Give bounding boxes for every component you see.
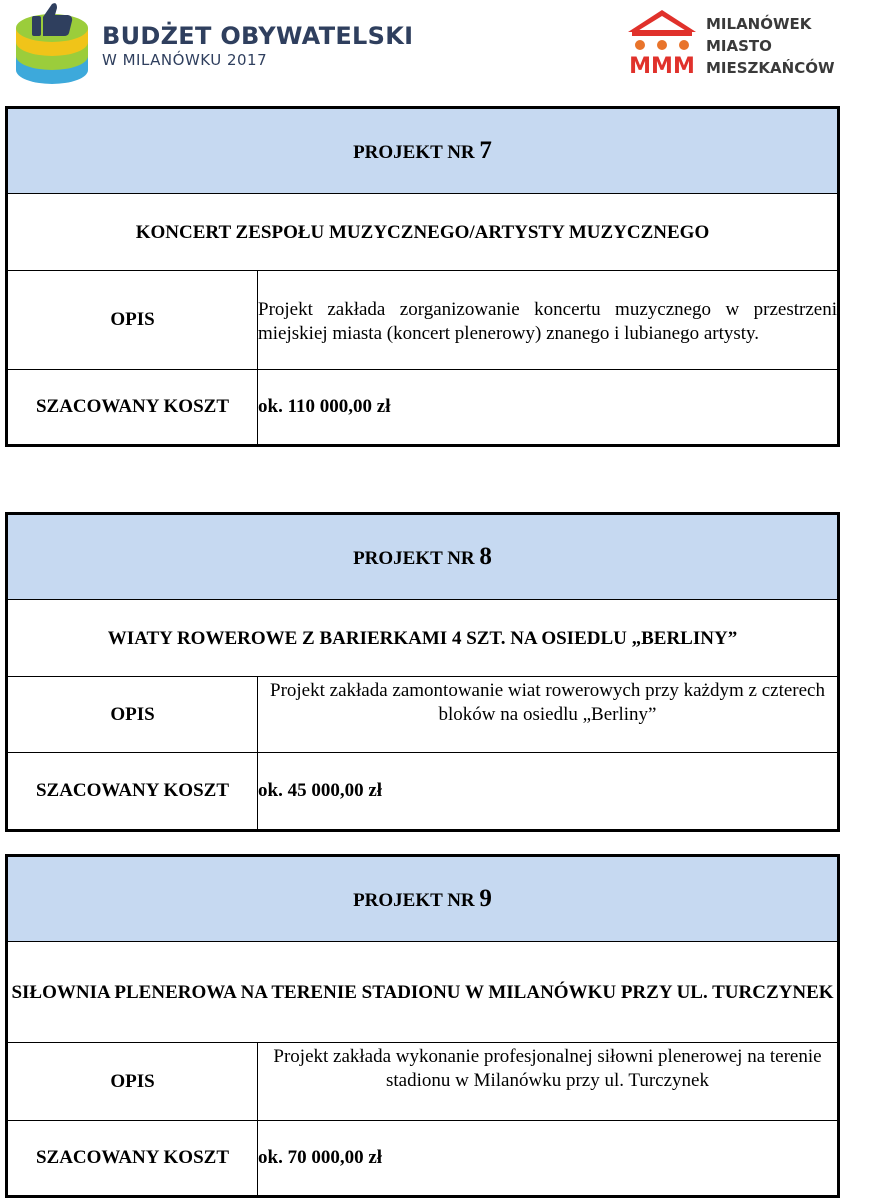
project-table-7 <box>5 106 840 447</box>
opis-label: OPIS <box>7 271 258 370</box>
project-description: Projekt zakłada zorganizowanie koncertu muzycznego w przestrzeni miejskiej miasta (koncert plenerowy) znanego i lubianego artysty. <box>258 271 839 370</box>
project-number: 8 <box>479 543 492 570</box>
logo-subtitle: W MILANÓWKU 2017 <box>102 51 268 69</box>
opis-label: OPIS <box>7 1043 258 1121</box>
project-cost: ok. 110 000,00 zł <box>258 370 839 446</box>
logo-line-3: MIESZKAŃCÓW <box>706 59 835 77</box>
house-people-icon <box>626 8 698 78</box>
project-header-label: PROJEKT NR <box>353 890 475 911</box>
thumbs-up-stack-icon <box>14 0 94 90</box>
logo-line-1: MILANÓWEK <box>706 15 812 33</box>
project-number: 9 <box>479 885 492 912</box>
budzet-obywatelski-logo <box>14 0 414 90</box>
cost-label: SZACOWANY KOSZT <box>7 753 258 831</box>
cost-label: SZACOWANY KOSZT <box>7 370 258 446</box>
project-description: Projekt zakłada wykonanie profesjonalnej siłowni plenerowej na terenie stadionu w Milanówku przy ul. Turczynek <box>258 1043 839 1121</box>
project-header-label: PROJEKT NR <box>353 142 475 163</box>
logo-mark: MMM <box>629 54 695 78</box>
milanowek-logo <box>626 8 866 88</box>
project-table-8 <box>5 512 840 832</box>
project-header <box>7 514 839 600</box>
project-title: WIATY ROWEROWE Z BARIERKAMI 4 SZT. NA OSIEDLU „BERLINY” <box>7 600 839 677</box>
project-number: 7 <box>479 137 492 164</box>
opis-label: OPIS <box>7 677 258 753</box>
project-title: SIŁOWNIA PLENEROWA NA TERENIE STADIONU W MILANÓWKU PRZY UL. TURCZYNEK <box>7 942 839 1043</box>
project-title: KONCERT ZESPOŁU MUZYCZNEGO/ARTYSTY MUZYCZNEGO <box>7 194 839 271</box>
cost-label: SZACOWANY KOSZT <box>7 1121 258 1197</box>
logo-title: BUDŻET OBYWATELSKI <box>102 22 414 50</box>
logo-line-2: MIASTO <box>706 37 772 55</box>
project-cost: ok. 70 000,00 zł <box>258 1121 839 1197</box>
project-header <box>7 856 839 942</box>
project-header-label: PROJEKT NR <box>353 548 475 569</box>
project-cost: ok. 45 000,00 zł <box>258 753 839 831</box>
project-description: Projekt zakłada zamontowanie wiat rowerowych przy każdym z czterech bloków na osiedlu „Berliny” <box>258 677 839 753</box>
project-table-9 <box>5 854 840 1198</box>
project-header <box>7 108 839 194</box>
